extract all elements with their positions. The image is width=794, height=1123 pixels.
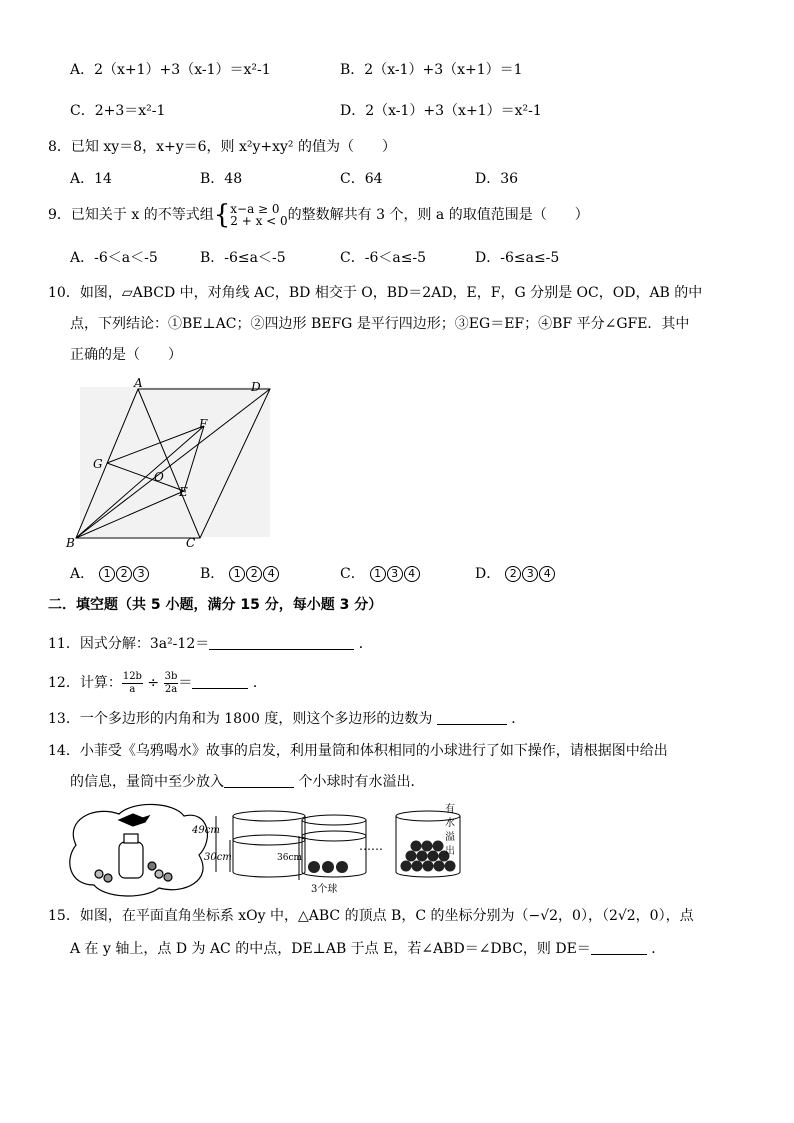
- label-g: G: [93, 457, 103, 471]
- q10-option-a: A． 1 2 3: [70, 564, 150, 584]
- q7-option-c: C．2+3＝x²-1: [70, 103, 166, 119]
- bottle-icon: [119, 842, 143, 878]
- height-49-label: 49cm: [192, 825, 220, 836]
- crow-cloud-illustration: [70, 804, 208, 896]
- q10-line-3: 正确的是（ ）: [70, 347, 182, 363]
- label-o: O: [154, 470, 164, 484]
- balls-label: 3个球: [311, 884, 338, 895]
- q8-option-c: C．64: [340, 171, 383, 187]
- q9-stem: [48, 200, 589, 230]
- inequality-1: x−a ≥ 0: [230, 202, 280, 216]
- fraction-2: $\frac{3b}{2a}$: [164, 670, 178, 695]
- q15-line-1: 15．如图，在平面直角坐标系 xOy 中，△ABC 的顶点 B，C 的坐标分别为（−√2，0），（2√2，0），点: [48, 908, 694, 924]
- cylinder-1: [216, 811, 305, 877]
- q14-line-1: 14．小菲受《乌鸦喝水》故事的启发，利用量筒和体积相同的小球进行了如下操作，请根据图中给出: [48, 743, 668, 759]
- inequality-2: 2 + x < 0: [230, 214, 288, 228]
- label-c: C: [186, 536, 196, 550]
- q10-option-b: B． 1 2 4: [200, 564, 280, 584]
- q14-answer-blank[interactable]: [224, 773, 294, 788]
- label-e: E: [179, 485, 188, 499]
- brace-symbol: {: [213, 200, 231, 230]
- height-36-label: 36cm: [277, 853, 303, 863]
- inequality-system: [230, 203, 287, 227]
- q13-answer-blank[interactable]: [437, 710, 507, 725]
- q9-option-b: B．-6≤a＜-5: [200, 250, 286, 266]
- q11-stem: 11．因式分解：3a²-12＝: [48, 636, 210, 652]
- three-balls: [308, 861, 348, 873]
- overflow-label: [445, 802, 455, 857]
- label-b: B: [66, 536, 75, 550]
- q10-line-2: 点，下列结论：①BE⊥AC；②四边形 BEFG 是平行四边形；③EG＝EF；④BF 平分∠GFE．其中: [70, 316, 690, 332]
- q9-option-c: C．-6＜a≤-5: [340, 250, 427, 266]
- ellipsis: ……: [359, 839, 383, 853]
- fraction-1: $\frac{12b}{a}$: [122, 670, 142, 695]
- q12: 12．计算： $\frac{12b}{a}$ ÷ $\frac{3b}{2a}$ ＝ ．: [48, 670, 267, 695]
- q12-prefix: 12．计算：: [48, 675, 122, 691]
- svg-text:溢: 溢: [445, 832, 455, 843]
- svg-text:有: 有: [445, 804, 455, 815]
- q7-option-b: B．2（x-1）+3（x+1）＝1: [340, 62, 523, 78]
- q14-line-2: 的信息，量筒中至少放入 个小球时有水溢出．: [70, 774, 425, 790]
- svg-text:水: 水: [445, 818, 455, 829]
- q10-line-1: 10．如图，▱ABCD 中，对角线 AC，BD 相交于 O，BD＝2AD，E，F，G 分别是 OC，OD，AB 的中: [48, 285, 703, 301]
- q10-option-d: D． 2 3 4: [475, 564, 556, 584]
- q11-answer-blank[interactable]: [209, 635, 354, 650]
- q11: 11．因式分解：3a²-12＝ ．: [48, 636, 373, 652]
- q9-suffix: 的整数解共有 3 个，则 a 的取值范围是（ ）: [287, 207, 589, 223]
- q8-option-d: D．36: [475, 171, 519, 187]
- q13: 13．一个多边形的内角和为 1800 度，则这个多边形的边数为 ．: [48, 711, 526, 727]
- q7-option-d: D．2（x-1）+3（x+1）＝x²-1: [340, 103, 542, 119]
- svg-text:出: 出: [445, 846, 455, 857]
- label-a: A: [134, 376, 143, 390]
- label-d: D: [251, 380, 261, 394]
- height-30-label: 30cm: [204, 852, 232, 863]
- q9-prefix: 9．已知关于 x 的不等式组: [48, 207, 214, 223]
- q10-option-c: C． 1 3 4: [340, 564, 420, 584]
- cylinder-figure: [64, 800, 474, 900]
- parallelogram-figure: [60, 375, 280, 555]
- q12-answer-blank[interactable]: [192, 674, 248, 689]
- q8-option-a: A．14: [70, 171, 112, 187]
- q8-option-b: B．48: [200, 171, 243, 187]
- q9-option-d: D．-6≤a≤-5: [475, 250, 560, 266]
- q15-line-2: A 在 y 轴上，点 D 为 AC 的中点，DE⊥AB 于点 E，若∠ABD＝∠DBC，则 DE＝ ．: [70, 941, 666, 957]
- q8-stem: 8．已知 xy＝8，x+y＝6，则 x²y+xy² 的值为（ ）: [48, 139, 396, 155]
- q7-option-a: A．2（x+1）+3（x-1）＝x²-1: [70, 62, 271, 78]
- section-heading: 二．填空题（共 5 小题，满分 15 分，每小题 3 分）: [48, 597, 383, 613]
- label-f: F: [199, 417, 208, 431]
- q9-option-a: A．-6＜a＜-5: [70, 250, 158, 266]
- q13-stem: 13．一个多边形的内角和为 1800 度，则这个多边形的边数为: [48, 711, 433, 727]
- q15-answer-blank[interactable]: [591, 940, 647, 955]
